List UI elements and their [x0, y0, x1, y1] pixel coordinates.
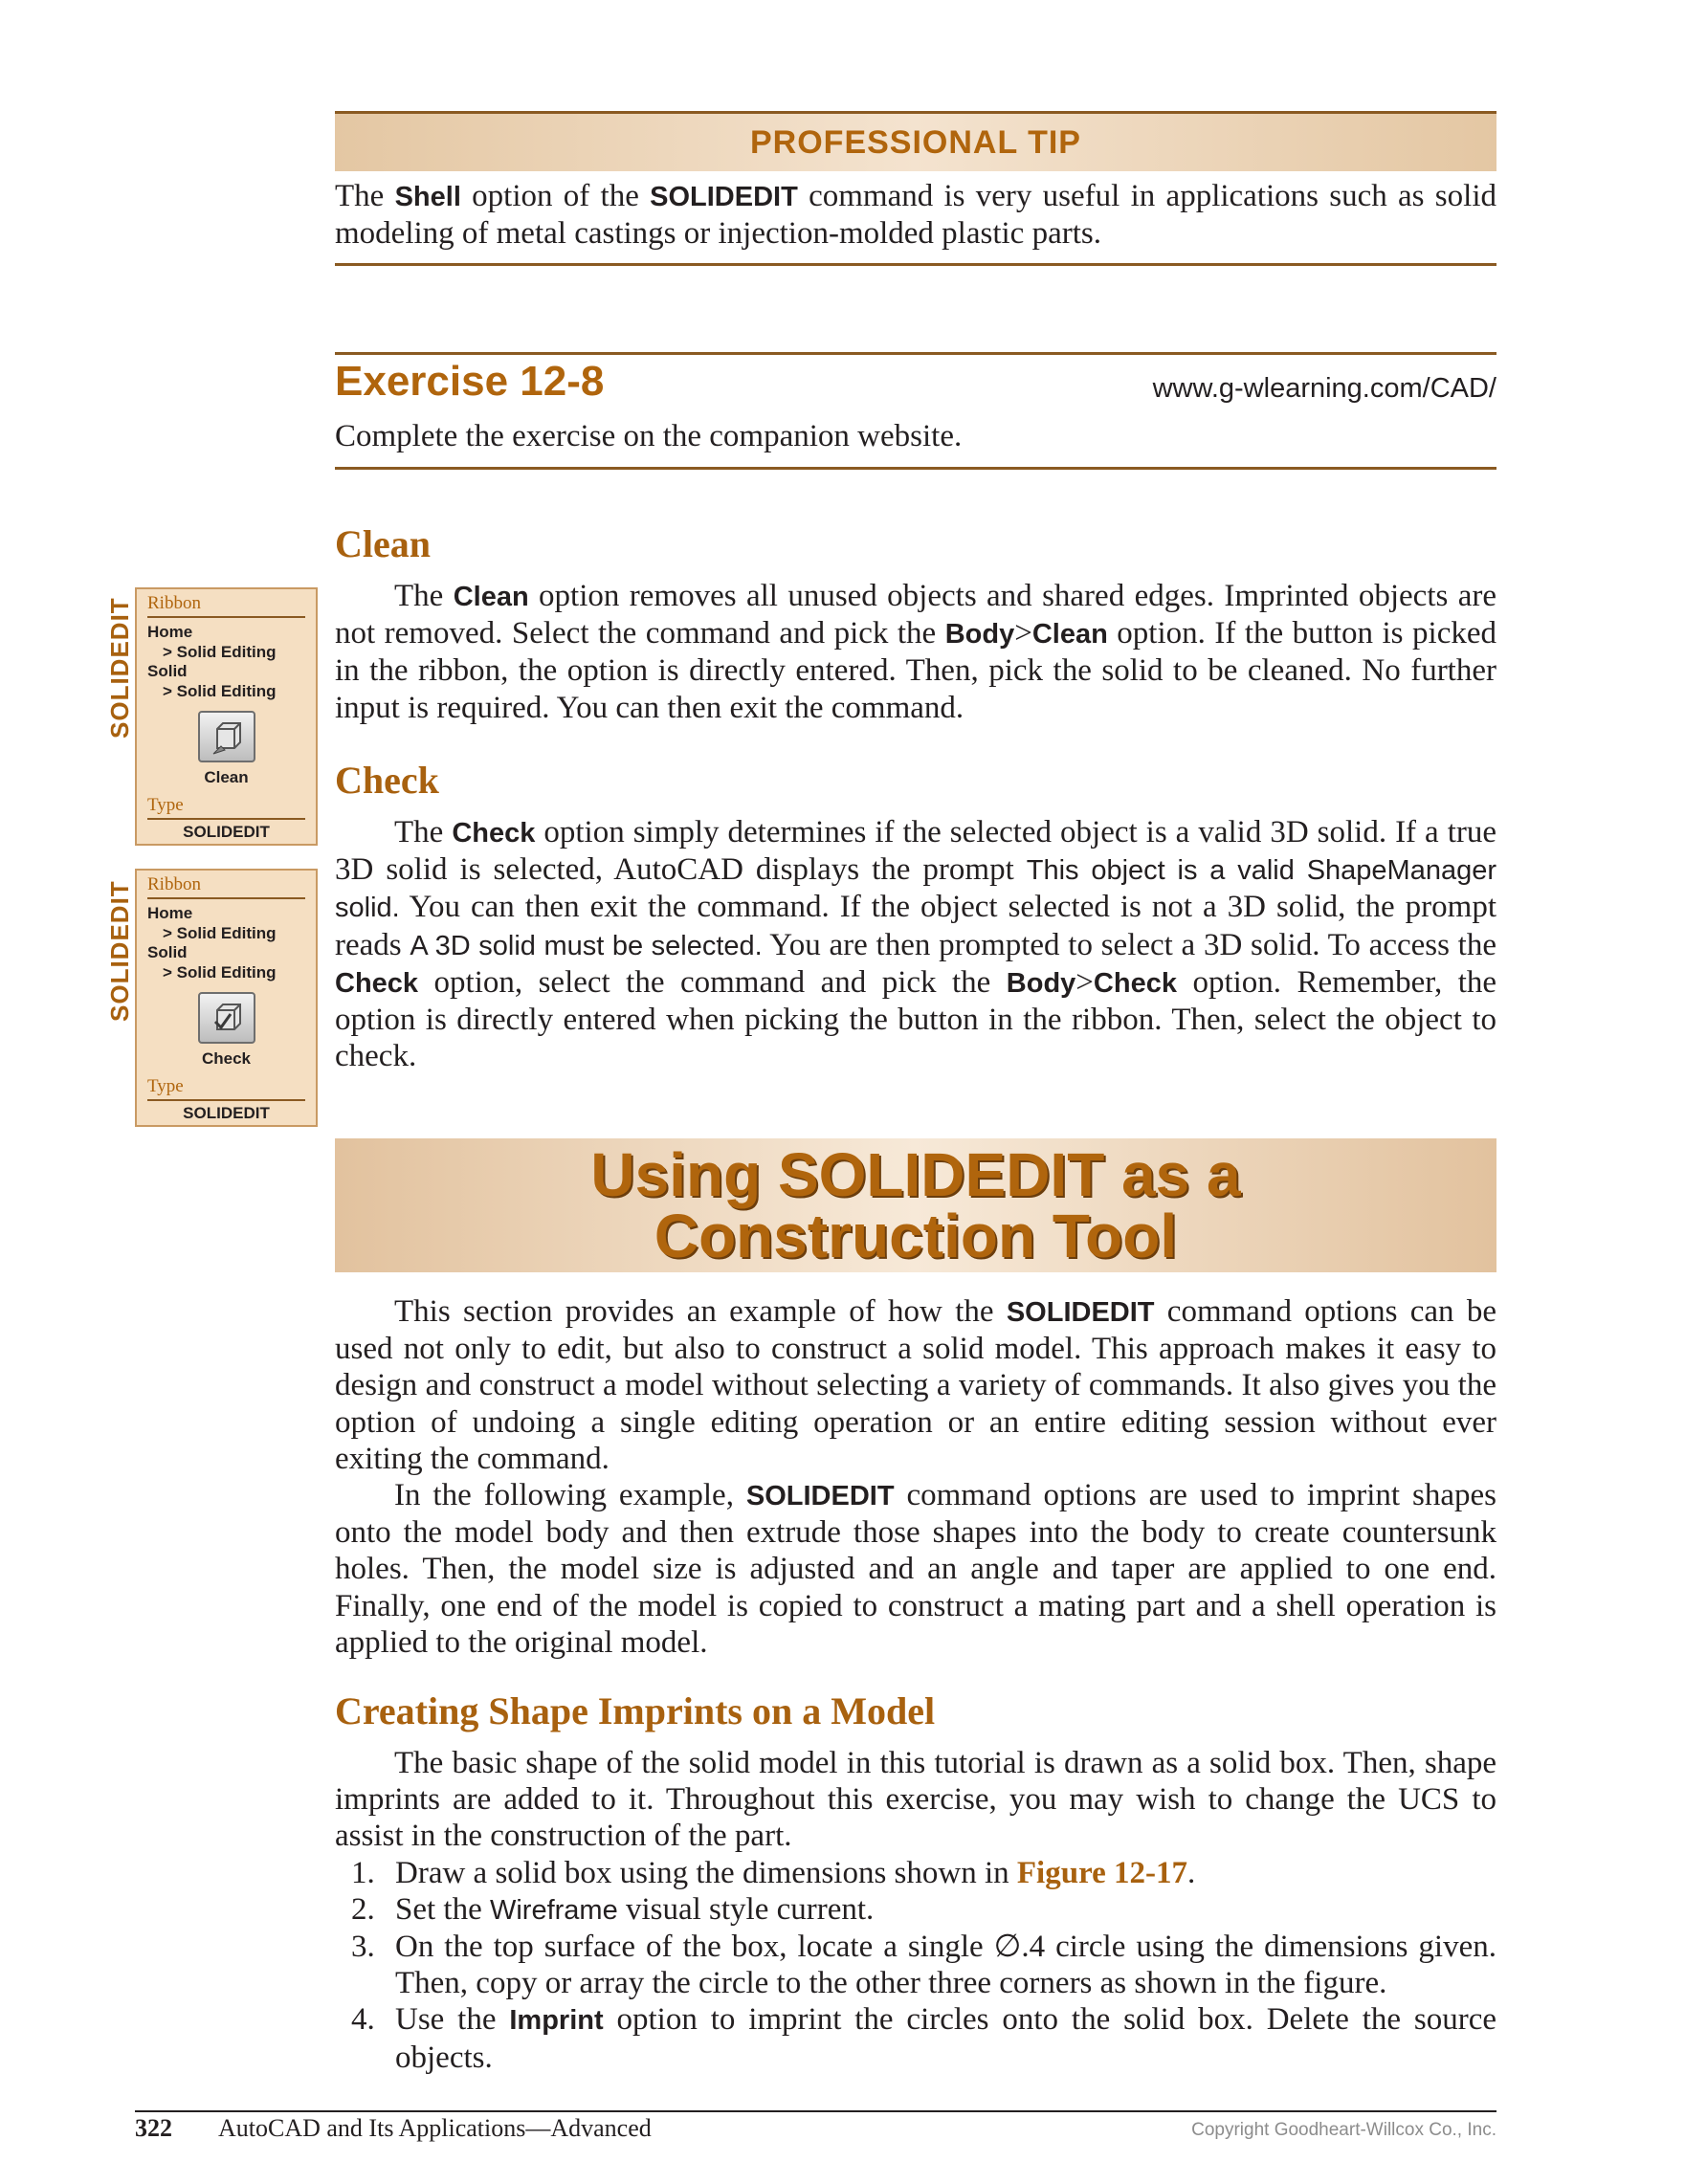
professional-tip-banner — [335, 111, 1496, 171]
imprints-intro: The basic shape of the solid model in this tutorial is drawn as a solid box. Then, shape imprints are added to it. Throughout this exercise, you may wish to change the UCS to assist in the construction of the part. — [335, 1746, 1496, 1854]
sidebar-solid-panel: > Solid Editing — [163, 962, 277, 982]
exercise-text: Complete the exercise on the companion website. — [335, 419, 963, 453]
list-item: 2. Set the Wireframe visual style current. — [351, 1891, 875, 1927]
list-item: 3. On the top surface of the box, locate a single ∅.4 circle using the dimensions given. Then, copy or array the circle to the other three corners as shown in the figure. — [351, 1930, 1496, 2001]
professional-tip-text: The Shell option of the SOLIDEDIT command is very useful in applications such as solid modeling of metal castings or injection-molded plastic parts. — [335, 179, 1496, 252]
clean-icon — [208, 717, 246, 756]
sidebar-home-tab: Home — [147, 904, 193, 922]
list-item: 1. Draw a solid box using the dimensions shown in Figure 12-17. — [351, 1855, 1196, 1890]
professional-tip-title: PROFESSIONAL TIP — [750, 123, 1081, 161]
section-intro — [335, 1293, 1496, 1661]
check-button-label: Check — [201, 1049, 252, 1068]
sidebar-solid-tab: Solid — [147, 662, 188, 680]
imprints-heading: Creating Shape Imprints on a Model — [335, 1689, 936, 1732]
section-paragraph-1: This section provides an example of how the SOLIDEDIT command options can be used not only to edit, but also to construct a solid model. This approach makes it easy to design and construct a model without selecting a variety of commands. It also gives you the option of undoing a single editing operation or an entire editing session without ever exiting the command. — [335, 1294, 1496, 1476]
sidebar-box-clean — [135, 587, 318, 846]
section-paragraph-2: In the following example, SOLIDEDIT command options are used to imprint shapes onto the model body and then extrude those shapes into the body to create countersunk holes. Then, the model size is adjusted and an angle and taper are applied to one end. Finally, one end of the model is copied to construct a mating part and a shell operation is applied to the original model. — [335, 1478, 1496, 1660]
sidebar-solid-tab: Solid — [147, 943, 188, 961]
check-heading: Check — [335, 759, 439, 802]
sidebar-type-command: SOLIDEDIT — [183, 823, 270, 841]
section-banner — [335, 1138, 1496, 1272]
check-button[interactable] — [198, 992, 255, 1044]
sidebar-solid-panel: > Solid Editing — [163, 681, 277, 700]
sidebar-ribbon-heading: Ribbon — [147, 874, 201, 894]
check-icon — [208, 999, 246, 1037]
sidebar-type-heading: Type — [147, 795, 184, 815]
copyright-notice: Copyright Goodheart-Willcox Co., Inc. — [1191, 2120, 1496, 2140]
footer-rule — [135, 2110, 1496, 2112]
sidebar-vertical-label: SOLIDEDIT — [105, 880, 134, 1022]
clean-button-label: Clean — [204, 768, 249, 786]
sidebar-home-panel: > Solid Editing — [163, 923, 277, 942]
exercise-url[interactable]: www.g-wlearning.com/CAD/ — [1152, 373, 1496, 404]
clean-heading: Clean — [335, 522, 431, 565]
sidebar-home-panel: > Solid Editing — [163, 642, 277, 661]
section-title: Using SOLIDEDIT as a Construction Tool — [590, 1140, 1241, 1270]
sidebar-vertical-label: SOLIDEDIT — [105, 597, 134, 739]
clean-button[interactable] — [198, 711, 255, 762]
exercise-title: Exercise 12-8 — [335, 358, 605, 405]
sidebar-type-command: SOLIDEDIT — [183, 1104, 270, 1122]
sidebar-type-heading: Type — [147, 1076, 184, 1096]
exercise-top-rule — [335, 352, 1496, 355]
check-paragraph: The Check option simply determines if the selected object is a valid 3D solid. If a true 3D solid is selected, AutoCAD displays the prompt This object is a valid ShapeManager solid. You can then exit the command. If the object selected is not a 3D solid, the prompt reads A 3D solid must be selected. You are then prompted to select a 3D solid. To access the Check option, select the command and pick the Body>Check option. Remember, the option is directly entered when picking the button in the ribbon. Then, select the object to check. — [335, 815, 1497, 1074]
sidebar-ribbon-heading: Ribbon — [147, 593, 201, 613]
figure-reference[interactable]: Figure 12-17 — [1016, 1855, 1188, 1890]
exercise-bottom-rule — [335, 467, 1496, 470]
imprints-steps — [335, 1855, 1496, 2076]
page-number: 322 — [135, 2114, 172, 2142]
tip-bottom-rule — [335, 263, 1496, 266]
book-title: AutoCAD and Its Applications—Advanced — [218, 2114, 652, 2142]
sidebar-home-tab: Home — [147, 623, 193, 641]
clean-paragraph: The Clean option removes all unused objects and shared edges. Imprinted objects are not removed. Select the command and pick the Body>Clean option. If the button is picked in the ribbon, the option is directly entered. Then, pick the solid to be cleaned. No further input is required. You can then exit the command. — [335, 579, 1496, 725]
list-item: 4. Use the Imprint option to imprint the circles onto the solid box. Delete the source objects. — [351, 2002, 1496, 2075]
sidebar-box-check — [135, 869, 318, 1127]
imprints-body — [335, 1745, 1496, 2076]
